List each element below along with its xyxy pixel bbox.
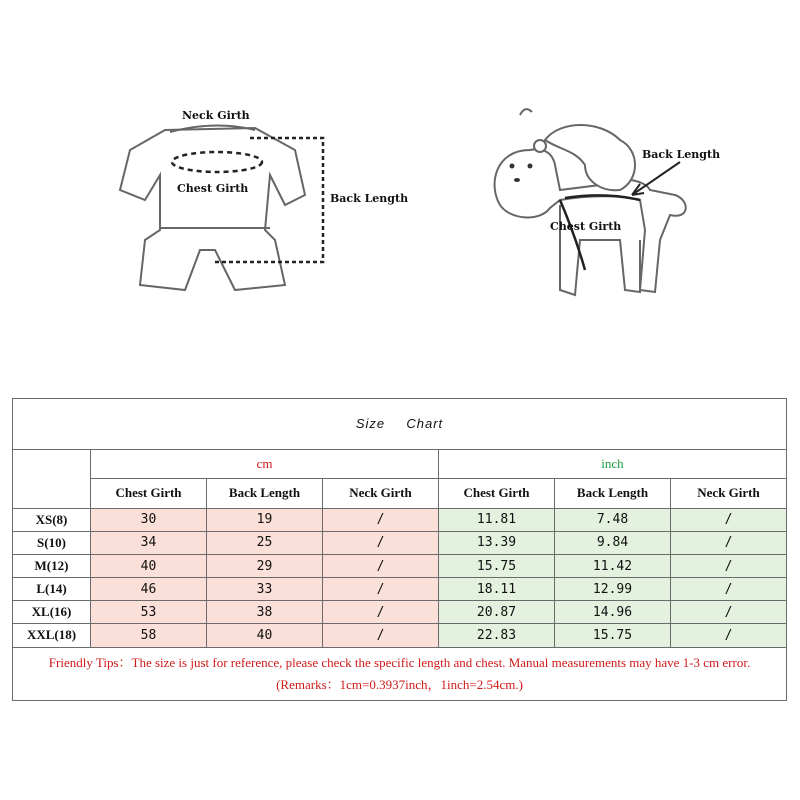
inch-cell: / bbox=[671, 601, 787, 624]
shirt-chest-girth-label: Chest Girth bbox=[177, 182, 249, 195]
cm-cell: 38 bbox=[207, 601, 323, 624]
table-row bbox=[13, 508, 787, 531]
column-header: Back Length bbox=[555, 478, 671, 508]
cm-cell: 19 bbox=[207, 508, 323, 531]
table-row bbox=[13, 624, 787, 647]
size-cell: XXL(18) bbox=[13, 624, 91, 647]
dog-back-length-label: Back Length bbox=[642, 148, 721, 161]
dog-diagram bbox=[495, 109, 686, 295]
size-cell: L(14) bbox=[13, 578, 91, 601]
cm-cell: / bbox=[323, 508, 439, 531]
cm-cell: / bbox=[323, 624, 439, 647]
unit-inch-header: inch bbox=[439, 450, 787, 478]
inch-cell: 15.75 bbox=[439, 554, 555, 577]
size-cell: S(10) bbox=[13, 531, 91, 554]
cm-cell: / bbox=[323, 578, 439, 601]
inch-cell: 18.11 bbox=[439, 578, 555, 601]
dog-eye-icon bbox=[528, 164, 533, 169]
cm-cell: / bbox=[323, 554, 439, 577]
inch-cell: 11.81 bbox=[439, 508, 555, 531]
size-cell: XL(16) bbox=[13, 601, 91, 624]
inch-cell: 20.87 bbox=[439, 601, 555, 624]
cm-cell: 40 bbox=[91, 554, 207, 577]
cm-cell: / bbox=[323, 601, 439, 624]
cm-cell: 25 bbox=[207, 531, 323, 554]
dog-chest-girth-label: Chest Girth bbox=[550, 220, 622, 233]
inch-cell: 22.83 bbox=[439, 624, 555, 647]
inch-cell: 15.75 bbox=[555, 624, 671, 647]
size-cell: M(12) bbox=[13, 554, 91, 577]
shirt-neck-girth-label: Neck Girth bbox=[182, 109, 250, 122]
cm-cell: 34 bbox=[91, 531, 207, 554]
inch-cell: 12.99 bbox=[555, 578, 671, 601]
cm-cell: 40 bbox=[207, 624, 323, 647]
dog-nose-icon bbox=[514, 178, 520, 182]
cm-cell: 30 bbox=[91, 508, 207, 531]
inch-cell: / bbox=[671, 624, 787, 647]
size-chart-table bbox=[12, 398, 787, 701]
table-row bbox=[13, 531, 787, 554]
chart-title bbox=[13, 399, 787, 450]
cm-cell: 58 bbox=[91, 624, 207, 647]
table-row bbox=[13, 554, 787, 577]
shirt-diagram bbox=[120, 125, 305, 290]
dog-eye-icon bbox=[510, 164, 515, 169]
chart-title-left: Size bbox=[355, 416, 386, 432]
cm-cell: 33 bbox=[207, 578, 323, 601]
table-row bbox=[13, 578, 787, 601]
measurement-illustrations bbox=[0, 0, 800, 330]
column-header: Back Length bbox=[207, 478, 323, 508]
column-header: Chest Girth bbox=[439, 478, 555, 508]
column-header-row bbox=[13, 478, 787, 508]
size-cell: XS(8) bbox=[13, 508, 91, 531]
unit-cm-header: cm bbox=[91, 450, 439, 478]
table-row bbox=[13, 601, 787, 624]
inch-cell: / bbox=[671, 578, 787, 601]
inch-cell: 11.42 bbox=[555, 554, 671, 577]
inch-cell: / bbox=[671, 554, 787, 577]
dog-back-length-arrow-icon bbox=[632, 162, 680, 195]
size-header-cell bbox=[13, 450, 91, 508]
cm-cell: / bbox=[323, 531, 439, 554]
inch-cell: 14.96 bbox=[555, 601, 671, 624]
chart-title-right: Chart bbox=[406, 416, 444, 432]
cm-cell: 46 bbox=[91, 578, 207, 601]
inch-cell: 9.84 bbox=[555, 531, 671, 554]
inch-cell: / bbox=[671, 508, 787, 531]
inch-cell: / bbox=[671, 531, 787, 554]
column-header: Neck Girth bbox=[671, 478, 787, 508]
inch-cell: 13.39 bbox=[439, 531, 555, 554]
shirt-back-length-label: Back Length bbox=[330, 192, 409, 205]
cm-cell: 53 bbox=[91, 601, 207, 624]
inch-cell: 7.48 bbox=[555, 508, 671, 531]
friendly-tips: Friendly Tips：The size is just for reference, please check the specific length and chest. Manual measurements may have 1-3 cm error. (Remarks：1cm=0.3937inch，1inch=2.54cm.) bbox=[13, 647, 787, 700]
cm-cell: 29 bbox=[207, 554, 323, 577]
column-header: Neck Girth bbox=[323, 478, 439, 508]
column-header: Chest Girth bbox=[91, 478, 207, 508]
